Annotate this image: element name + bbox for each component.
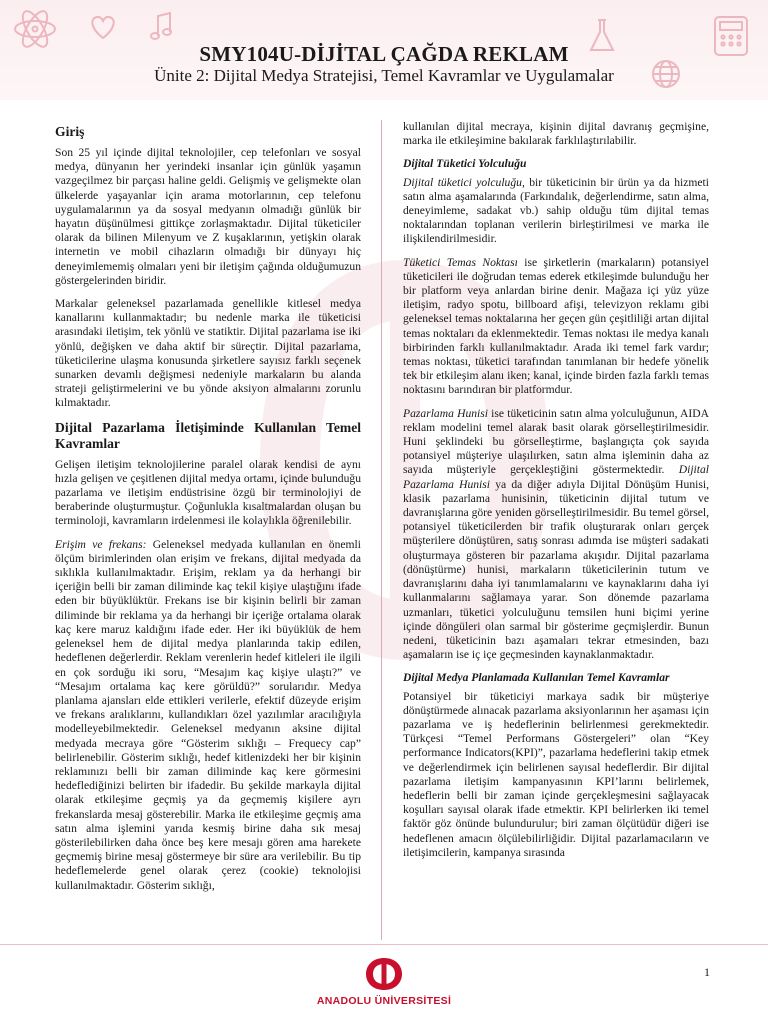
university-name: ANADOLU ÜNİVERSİTESİ	[316, 995, 452, 1007]
term-dijital-pazarlama-hunisi: Dijital Pazarlama Hunisi	[403, 463, 709, 491]
right-column	[403, 120, 709, 958]
subheading-medya-planlama: Dijital Medya Planlamada Kullanılan Temel Kavramlar	[403, 671, 670, 685]
subheading-tuketici-yolculugu: Dijital Tüketici Yolculuğu	[403, 157, 527, 171]
paragraph-text: ya da diğer adıyla Dijital Dönüşüm Hunisi, klasik pazarlama hunisinin, tüketicinin dijital tutum ve davranışlarına göre yeniden görselleştirilmesidir. Bu temel görsel, potansiyel tüketicilerden bir trafik oluşturarak onları gerçek müşterilere dönüştüren, satış sonrası adımda ise müşteri sadakati oluşturmaya gösteren bir pazarlama akışıdır. Dijital pazarlama (dönüştürme) hunisi, markaların tüketicilerinin tutum ve davranışlarını daha iyi tanımlamalarını ve kaynaklarını daha iyi kullanmalarını sağlamaya yarar. Son dönemde pazarlama uzmanları, tüketici yolculuğunu temsilen huni biçimi yerine içinde döngüleri olan sarmal bir gösterime geçmişlerdir. Bunun nedeni, tüketicinin bazı aşamaları tekrar etmesinden, bazı aşamaların ise iç içe geçmesinden kaynaklanmaktadır.	[403, 477, 709, 662]
page-number: 1	[704, 965, 710, 979]
anadolu-university-logo-icon	[362, 956, 406, 992]
term-erisim-frekans: Erişim ve frekans:	[55, 537, 147, 551]
unit-subtitle: Ünite 2: Dijital Medya Stratejisi, Temel Kavramlar ve Uygulamalar	[154, 66, 614, 85]
paragraph: kullanılan dijital mecraya, kişinin dijital davranış geçmişine, marka ile etkileşimine bakılarak farklılaştırılabilir.	[403, 120, 709, 148]
term-temas-noktasi: Tüketici Temas Noktası	[403, 255, 518, 269]
paragraph	[403, 256, 709, 398]
left-column	[55, 124, 361, 962]
music-note-icon	[150, 10, 174, 42]
paragraph: Potansiyel bir tüketiciyi markaya sadık bir müşteriye dönüştürmede alınacak pazarlama aksiyonlarının her aşaması için pazarlama ve iş hedeflerinin belirlenmesi gerekmektedir. Türkçesi “Temel Performans Göstergeleri” olan “Key performance Indicators(KPI)”, pazarlama hedeflerini takip etmek ve değerlendirmek için belirlenen sayısal hedeflerdir. Bir dijital pazarlama iletişim kampanyasının KPI’larını belirlemek, hedeflerin belli bir zaman içinde gerçekleşmesini sağlayacak koşulları sayısal olarak ifade etmektir. KPI belirlerken iki temel faktör göz önünde bulundurulur; biri zaman ölçütüdür diğeri ise hedeflenen amacın ölçülebilirliğidir. Dijital pazarlamacıların ve iletişimcilerin, kampanya sırasında	[403, 689, 709, 859]
document-title: SMY104U-DİJİTAL ÇAĞDA REKLAM	[199, 42, 569, 66]
section-heading-kavramlar: Dijital Pazarlama İletişiminde Kullanılan Temel Kavramlar	[55, 419, 361, 451]
paragraph-text: bir tüketicinin bir ürün ya da hizmeti satın alma aşamalarında (Farkındalık, değerlendirme, satın alma, deneyimleme, sadakat vb.) sahip olduğu tüm dijital temas noktalarından toplanan verilerin birleştirilmesi ve marka ile ilişkilendirilmesidir.	[403, 175, 709, 246]
paragraph-text: ise tüketicinin satın alma yolculuğunun, AIDA reklam modelini temel alarak basit olarak görselleştirilmesidir. Huni şeklindeki bu görselleştirme, başlangıçta çok sayıda potansiyel müşteriye ulaşılırken, satın alma işleminin daha az sayıda müşteriyle gerçekleştiğini göstermektedir.	[403, 406, 709, 477]
paragraph-text: ise şirketlerin (markaların) potansiyel tüketicileri ile doğrudan temas ederek etkileşimde bulunduğu her bir platform veya anlardan birine denir. Mağaza içi yüz yüze iletişim, radyo spotu, billboard afişi, televizyon reklamı gibi geleneksel temas noktalarına her geçen gün çeşitliliği artan dijital temas noktaları da eklenmektedir. Temas noktası ile medya kanalı birbirinden farklı kullanılmaktadır. Arada iki temel fark vardır; temas noktası, tüketici tarafından tanımlanan bir hedefe yönelik tek bir etkileşim alanı iken; kanal, içinde birden fazla farklı temas noktasını barındıran bir platformdur.	[403, 255, 709, 397]
heart-icon	[88, 14, 118, 40]
paragraph: Son 25 yıl içinde dijital teknolojiler, cep telefonları ve sosyal medya, dünyanın her yerindeki insanlar için günlük yaşamın vazgeçilmez bir parçası haline geldi. Gelişmiş ve gelişmekte olan ülkelerde yaşayanlar için arama motorlarının, cep telefonu uygulamalarının ya da sosyal medyanın olmadığı günlük bir hayatın düşünülmesi gittikçe zorlaşmaktadır. Dijital tüketiciler olarak da bilinen Milenyum ve Z kuşaklarının, yetişkin olarak internetin ve mobil cihazların olmadığı bir dünyayı hiç deneyimlememiş olmaları yeni bir iletişim çağında olduğumuzun göstergelerinden biridir.	[55, 146, 361, 287]
paragraph: Markalar geleneksel pazarlamada genellikle kitlesel medya kanallarını kullanmaktadır; bu nedenle marka ile tüketicisi arasındaki iletişim, tek yönlü ve statiktir. Dijital pazarlama ise iki yönlü, değişken ve daha aktif bir süreçtir. Dijital pazarlama, tüketicilerine ulaşma konusunda şirketlere sayısız farklı seçenek sunarken devamlı değişmesi nedeniyle markaların bu alanda strateji geliştirmelerini ve bu yönde aksiyon almalarını zorunlu kılmaktadır.	[55, 297, 361, 410]
column-divider	[381, 120, 382, 940]
paragraph-text: Geleneksel medyada kullanılan en önemli ölçüm birimlerinden olan erişim ve frekans, dijital medyada da sıklıkla kullanılmaktadır. Erişim, reklam ya da herhangi bir içeriğin belli bir zaman diliminde kaç tekil kişiye ulaştığını ifade eden bir büyüklüktür. Frekans ise bir kişinin belirli bir zaman diliminde bir reklama ya da herhangi bir içeriğe ortalama olarak kaç kere maruz kaldığını ifade eder. Her iki büyüklük de hem geleneksel hem de dijital medya planlarında takip edilen, hedeflenen değerlerdir. Reklam verenlerin hedef kitleleri ile ilgili en çok sorduğu iki soru, “Mesajım kaç kişiye ulaştı?” ve “Mesajım ortalama kaç kere görüldü?” sorularıdır. Medya planlama ajansları elde ettikleri verilerle, efektif düzeyde erişim ve frekans aralıklarını, kullandıkları özel yazılımlar aracılığıyla modelleyebilmektedir. Geleneksel medyanın aksine dijital medyada mecraya göre “Gösterim sıklığı – Frequecy cap” belirlenebilir. Gösterim sıklığı, hedef kitlenizdeki her bir kişinin reklamınızı belli bir zaman diliminde kaç kere görmesini hedeflediğinizi belirten bir ifadedir. Bu şekilde markayla dijital olarak etkileşime geçmiş ya da geçmemiş kişilere ayrı frekanslarda mesaj gösterebilir. Marka ile etkileşime geçmiş ama satın alma işlemini yarıda kesmiş birine daha sık mesaj gösterilebilirken daha önce beş kere mesajı gören ama harekete geçmemiş birine mesaj göstermeye bir süre ara verilebilir. Bu tip hedeflemelerde genel olarak çerez (cookie) teknolojisi kullanılmaktadır. Gösterim sıklığı,	[55, 537, 361, 892]
term-pazarlama-hunisi: Pazarlama Hunisi	[403, 406, 488, 420]
paragraph	[403, 407, 709, 663]
paragraph: Gelişen iletişim teknolojilerine paralel olarak kendisi de aynı hızla gelişen ve çeşitlenen dijital medya ortamı, içinde bulunduğu pazarlama ve iletişim endüstrisine özgü bir terminolojiyi de beraberinde oluşturmuştur. Çoğunlukla kısaltmalardan oluşan bu terminoloji, kavramların irdelenmesi ile kolaylıkla öğrenilebilir.	[55, 457, 361, 528]
section-heading-giris: Giriş	[55, 124, 85, 139]
term-dijital-tuketici-yolculugu: Dijital tüketici yolculuğu,	[403, 175, 525, 189]
paragraph	[403, 176, 709, 247]
footer-divider	[0, 944, 768, 945]
paragraph-erisim-frekans	[55, 538, 361, 893]
